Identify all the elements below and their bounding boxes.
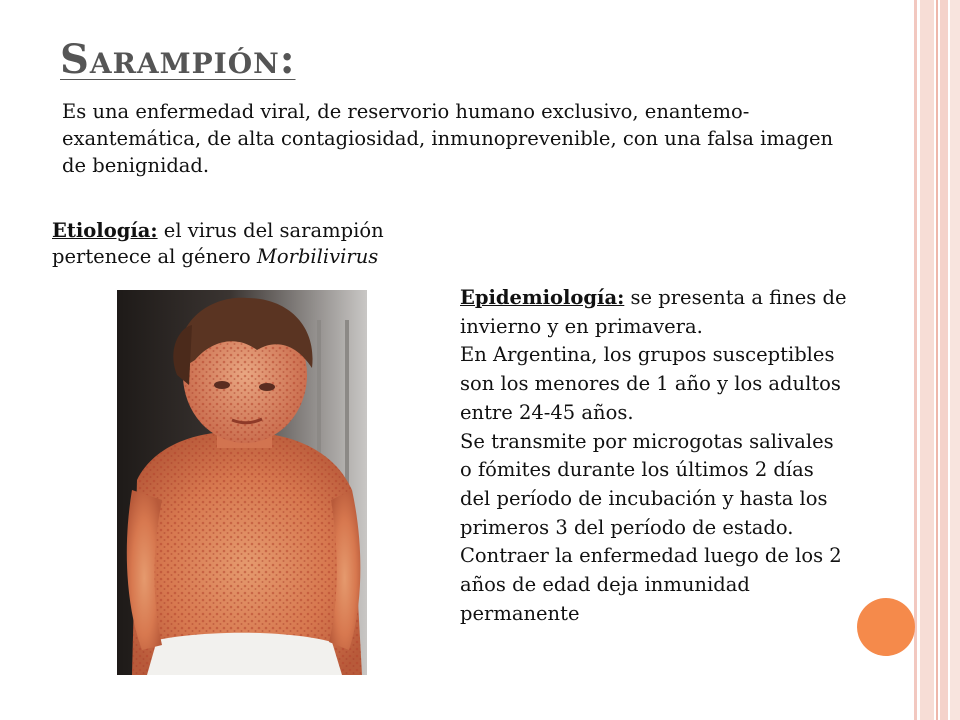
etiologia-genus: Morbilivirus: [256, 245, 379, 268]
epidemiologia-intro: [460, 284, 850, 341]
stripe: [920, 0, 934, 720]
epidemiologia-paragraph: En Argentina, los grupos susceptibles son los menores de 1 año y los adultos entre 24-45 años.: [460, 343, 841, 424]
stripe: [950, 0, 960, 720]
epidemiologia-text: se presenta a fines de invierno y en primavera.: [460, 286, 847, 338]
epidemiologia-paragraph: Se transmite por microgotas salivales o fómites durante los últimos 2 días del período de incubación y hasta los primeros 3 del período de estado.: [460, 429, 834, 539]
epidemiologia-label: Epidemiología:: [460, 286, 625, 309]
epidemiologia-paragraph: Contraer la enfermedad luego de los 2 años de edad deja inmunidad permanente: [460, 544, 842, 625]
etiologia-label: Etiología:: [52, 219, 158, 242]
decorative-orange-circle: [857, 598, 915, 656]
etiologia-text: el virus del sarampión pertenece al género: [52, 219, 384, 268]
etiologia-paragraph: [52, 218, 452, 270]
stripe: [914, 0, 917, 720]
child-with-measles-rash-photo: [117, 290, 367, 675]
photo-illustration: [117, 290, 367, 675]
stripe: [936, 0, 938, 720]
decorative-stripes: [914, 0, 960, 720]
intro-paragraph: Es una enfermedad viral, de reservorio humano exclusivo, enantemo-exantemática, de alta contagiosidad, inmunoprevenible, con una falsa imagen de benignidad.: [62, 100, 834, 177]
epidemiologia-block: [460, 284, 850, 628]
stripe: [940, 0, 948, 720]
slide-title: Sarampión:: [60, 36, 296, 83]
